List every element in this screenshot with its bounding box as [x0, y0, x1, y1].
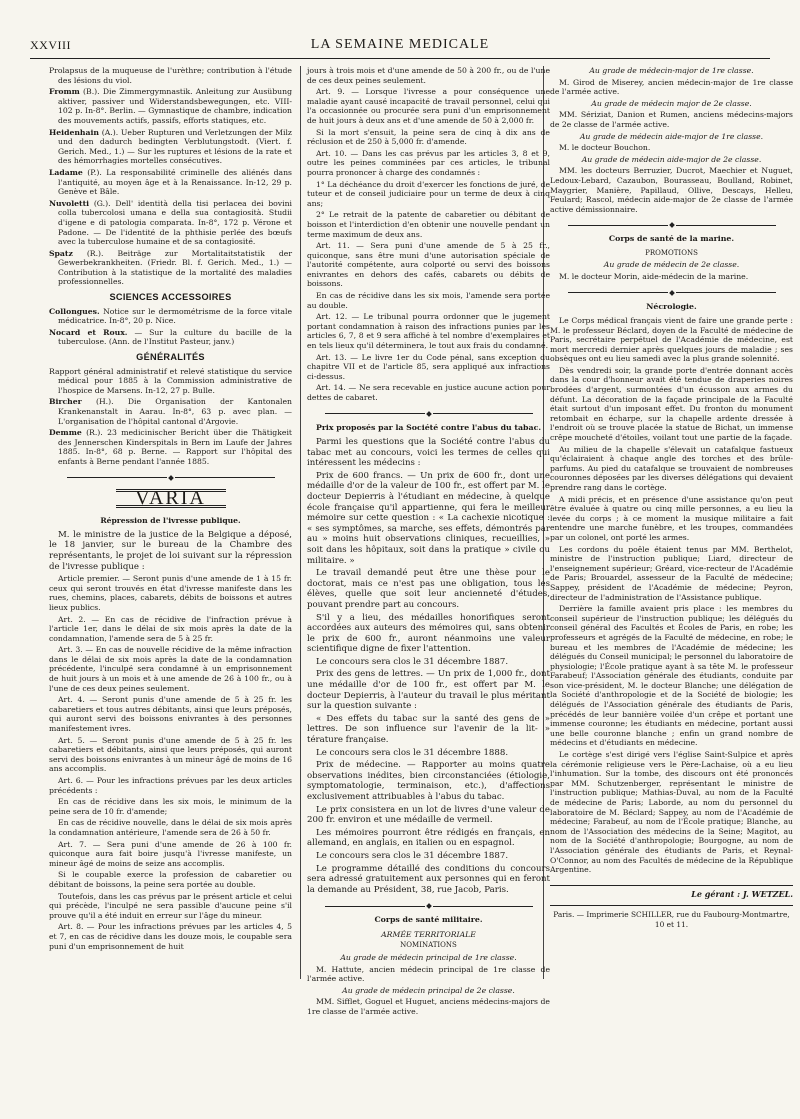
article-clause: Art. 9. — Lorsque l'ivresse a pour conséquence une maladie ayant causé incapacité de travail personnel, celui qui l'a occasionnée ou procurée sera puni d'un emprisonnement de huit jours à deux ans et d'une amende de 50 à 2,000 fr. — [307, 87, 550, 125]
page-number: XXVIII — [30, 38, 71, 52]
entry-text: — Sur la culture du bacille de la tuberculose. (Ann. de l'Institut Pasteur, janv.) — [58, 327, 292, 347]
article-clause: Si la mort s'ensuit, la peine sera de cinq à dix ans de réclusion et de 250 à 5,000 fr. d'amende. — [307, 127, 550, 147]
article-clause: En cas de récidive dans les six mois, le minimum de la peine sera de 10 fr. d'amende; — [49, 797, 292, 816]
paragraph: Dès vendredi soir, la grande porte d'entrée donnant accès dans la cour d'honneur avait été tendue de draperies noires brodées d'argent, surmontées d'un écusson aux armes du défunt. La décoration de la façade principale de la Faculté était surtout d'un imposant effet. Du fronton du monument retombait en écharpe, sur la chapelle ardente dressée à l'endroit où se trouve placée la statue de Bichat, un immense crêpe moucheté d'étoiles, voilant tout une partie de la façade. — [550, 365, 793, 443]
subheading: NOMINATIONS — [400, 941, 457, 950]
paragraph: Derrière la famille avaient pris place : les membres du conseil supérieur de l'instruction publique; les délégués du conseil général des Facultés et Écoles de Paris, en robe; les professeurs et agrégés de la Faculté de médecine, en robe; le bureau et les membres de l'Académie de médecine; les délégués du Conseil municipal; le personnel du laboratoire de physiologie; l'École pratique ayant à sa tête M. le professeur Farabeuf; l'Association générale des étudiants, conduite par son vice-président, M. le docteur Blanche; une délégation de la Société d'anthropologie et de la Société de biologie; les délégués de l'Association générale des étudiants de Paris, précédés de leur bannière voilée d'un crêpe et portant une immense couronne; les étudiants en médecine, portant aussi une belle couronne blanche ; enfin un grand nombre de médecins et d'étudiants en médecine. — [550, 604, 793, 748]
grade-heading: Au grade de médecin-major de 1re classe. — [589, 66, 754, 75]
article-clause: Art. 5. — Seront punis d'une amende de 5 à 25 fr. les cabaretiers et débitants, ainsi que leurs préposés, qui auront servi des boissons enivrantes à un mineur âgé de moins de 16 ans accomplis. — [49, 735, 292, 774]
author-name: Fromm — [49, 87, 80, 97]
grade-heading: Au grade de médecin principal de 1re classe. — [340, 952, 517, 962]
paragraph: Prix des gens de lettres. — Un prix de 1,000 fr., dont une médaille d'or de 100 fr., est offert par M. le docteur Depierris, à l'auteur du travail le plus méritant sur la question suivante : — [307, 669, 550, 712]
column-1 — [49, 66, 292, 953]
entry-text: (R.). 23 medicinischer Bericht über die Thätigkeit des Jennerschen Kinderspitals in Bern im Laufe der Jahres 1885. In-8°, 68 p. Berne. — Rapport sur l'hôpital des enfants à Berne pendant l'année 1885. — [58, 428, 292, 466]
article-title: Prix proposés par la Société contre l'abus du tabac. — [315, 422, 542, 432]
column-divider — [300, 66, 301, 979]
paragraph: MM. Sériziat, Danion et Rumen, anciens médecins-majors de 2e classe de l'armée active. — [550, 110, 793, 129]
section-heading: GÉNÉRALITÉS — [136, 352, 205, 363]
column-3 — [550, 66, 793, 930]
article-clause: 1° La déchéance du droit d'exercer les fonctions de juré, de tuteur et de conseil judiciaire pour un terme de deux à cinq ans; — [307, 179, 550, 208]
article-clause: Art. 12. — Le tribunal pourra ordonner que le jugement portant condamnation à raison des infractions punies par les articles 6, 7, 8 et 9 sera affiché à tel nombre d'exemplaires et en tels lieux qu'il déterminera, le tout aux frais du condamné. — [307, 312, 550, 351]
author-name: Bircher — [49, 397, 82, 407]
grade-heading: Au grade de médecin aide-major de 2e classe. — [581, 154, 762, 164]
article-clause: Toutefois, dans les cas prévus par le présent article et celui qui précède, l'inculpé ne sera passible d'aucune peine s'il prouve qu'il a été induit en erreur sur l'âge du mineur. — [49, 891, 292, 920]
article-title: Corps de santé militaire. — [374, 915, 483, 925]
article-clause: Art. 4. — Seront punis d'une amende de 5 à 25 fr. les cabaretiers et tous autres débitants, ainsi que leurs préposés, qui auront servi des boissons enivrantes à des personnes manifestement ivres. — [49, 695, 292, 734]
article-title: Nécrologie. — [646, 301, 697, 311]
paragraph: Le concours sera clos le 31 décembre 1888. — [316, 747, 509, 758]
paragraph: M. le docteur Morin, aide-médecin de la marine. — [559, 271, 749, 281]
paragraph: Le prix consistera en un lot de livres d'une valeur de 200 fr. environ et une médaille de vermeil. — [307, 804, 550, 826]
bibliography-entry — [49, 168, 292, 197]
paragraph: Le concours sera clos le 31 décembre 1887. — [316, 656, 509, 667]
article-clause: Art. 13. — Le livre 1er du Code pénal, sans exception du chapitre VII et de l'article 85, sera appliqué aux infractions ci-dessus. — [307, 352, 550, 381]
ornament-divider — [307, 409, 550, 415]
paragraph: M. Girod de Miserey, ancien médecin-major de 1re classe de l'armée active. — [550, 77, 793, 97]
ornament-divider — [550, 288, 793, 294]
entry-text: (A.). Ueber Rupturen und Verletzungen der Milz und den dadurch bedingten Verblutungstodt. (Viert. f. Gerich. Med., 1.) — Sur les ruptures et lésions de la rate et des hémorrhagies mortelles consécutives. — [58, 127, 292, 166]
paragraph: Les mémoires pourront être rédigés en français, en allemand, en anglais, en italien ou en espagnol. — [307, 827, 550, 849]
bibliography-entry — [49, 428, 292, 466]
column-2 — [307, 66, 550, 1019]
paragraph: Le cortège s'est dirigé vers l'église Saint-Sulpice et après la cérémonie religieuse vers le Père-Lachaise, où a eu lieu l'inhumation. Sur la tombe, des discours ont été prononcés par MM. Schutzenberger, représentant le ministre de l'instruction publique; Mathias-Duval, au nom de la Faculté de médecine de Paris; Laborde, au nom du personnel du laboratoire de M. Béclard; Sappey, au nom de l'Académie de médecine; Farabeuf, au nom de l'École pratique; Blanche, au nom de l'Association des médecins de la Seine; Magitot, au nom de la Société d'anthropologie; Bourgogne, au nom de l'Association générale des étudiants de Paris, et Reynal-O'Connor, au nom des Facultés de médecine de la République Argentine. — [550, 750, 793, 875]
paragraph: Prix de 600 francs. — Un prix de 600 fr., dont une médaille d'or de la valeur de 100 fr., est offert par M. le docteur Depierris à l'étudiant en médecine, à quelque école française qu'il appartienne, qui fera le meilleur mémoire sur cette question : « La cachexie nicotique : « ses symptômes, sa marche, ses effets, démontrés par au » moins huit observations cliniques, recueillies, » soit dans les hôpitaux, soit dans la pratique » civile ou militaire. » — [307, 470, 550, 566]
bibliography-entry — [49, 397, 292, 426]
varia-heading: VARIA — [116, 489, 226, 509]
author-name: Demme — [49, 428, 82, 438]
paragraph: Le programme détaillé des conditions du concours sera adressé gratuitement aux personnes qui en feront la demande au Président, 38, rue Jacob, Paris. — [307, 863, 550, 895]
entry-text: (R.). Beiträge zur Mortalitaitstatistik der Gewerbekrankheiten. (Friedr. Bl. f. Gerich. Med., 1.) — Contribution à la statistique de la mortalité des maladies professionnelles. — [58, 248, 292, 287]
entry-text: (H.). Die Organisation der Kantonalen Krankenanstalt in Aarau. In-8°, 63 p. avec plan. — L'organisation de l'hôpital cantonal d'Argovie. — [58, 397, 292, 426]
paragraph: Le Corps médical français vient de faire une grande perte : M. le professeur Béclard, doyen de la Faculté de médecine de Paris, secrétaire perpétuel de l'Académie de médecine, est mort mercredi dernier après quelques jours de maladie ; ses obsèques ont eu lieu samedi avec la plus grande solennité. — [550, 315, 793, 364]
entry-text: (P.). La responsabilité criminelle des aliénés dans l'antiquité, au moyen âge et à la Renaissance. In-12, 29 p. Genève et Bâle. — [58, 167, 292, 197]
paragraph: Parmi les questions que la Société contre l'abus du tabac met au concours, voici les termes de celles qui intéressent les médecins : — [307, 437, 550, 469]
paragraph: Les cordons du poêle étaient tenus par MM. Berthelot, ministre de l'instruction publique; Liard, directeur de l'enseignement supérieur; Gréard, vice-recteur de l'Académie de Paris; Brouardel, assesseur de la Faculté de médecine; Sappey, président de l'Académie de médecine; Peyron, directeur de l'administration de l'Assistance publique. — [550, 544, 793, 602]
bibliography-entry: Rapport général administratif et relevé statistique du service médical pour 1885 à la Commission administrative de l'hospice de Marsens. In-12, 27 p. Bulle. — [49, 366, 292, 395]
article-clause: Si le coupable exerce la profession de cabaretier ou débitant de boissons, la peine sera portée au double. — [49, 870, 292, 889]
grade-heading: Au grade de médecin principal de 2e classe. — [342, 985, 515, 995]
article-clause: 2° Le retrait de la patente de cabaretier ou débitant de boisson et l'interdiction d'en obtenir une nouvelle pendant un terme maximum de deux ans. — [307, 210, 550, 239]
bibliography-entry — [49, 249, 292, 287]
ornament-divider — [307, 901, 550, 907]
printer-imprint: Paris. — Imprimerie SCHILLER, rue du Faubourg-Montmartre, 10 et 11. — [550, 905, 793, 929]
journal-title: LA SEMAINE MEDICALE — [310, 37, 490, 52]
paragraph: M. Hattute, ancien médecin principal de 1re classe de l'armée active. — [307, 964, 550, 984]
ornament-divider — [49, 473, 292, 479]
grade-heading: Au grade de médecin major de 2e classe. — [591, 98, 752, 108]
subheading: PROMOTIONS — [645, 248, 698, 257]
ornament-divider — [550, 220, 793, 226]
article-clause: Art. 2. — En cas de récidive de l'infraction prévue à l'article 1er, dans le délai de six mois après la date de la condamnation, l'amende sera de 5 à 25 fr. — [49, 614, 292, 643]
article-clause: En cas de récidive dans les six mois, l'amende sera portée au double. — [307, 291, 550, 310]
author-name: Heidenhain — [49, 127, 100, 137]
entry-text: (B.). Die Zimmergymnastik. Anleitung zur Ausübung aktiver, passiver und Widerstandsbewegungen, etc. VIII-102 p. In-8°. Berlin. — Gymnastique de chambre, indication des mouvements actifs, passifs, efforts statiques, etc. — [58, 87, 292, 125]
entry-text: Notice sur le dermométrisme de la force vitale médicatrice. In-8°, 20 p. Nice. — [58, 306, 292, 326]
section-heading: SCIENCES ACCESSOIRES — [109, 292, 232, 303]
article-clause: Art. 11. — Sera puni d'une amende de 5 à 25 fr., quiconque, sans être muni d'une autorisation spéciale de l'autorité compétente, aura colporté ou servi des boissons enivrantes en dehors des cafés, cabarets ou débits de boissons. — [307, 241, 550, 289]
bibliography-entry — [49, 307, 292, 326]
paragraph: M. le docteur Bouchon. — [559, 143, 651, 153]
author-name: Nuvoletti — [49, 198, 90, 208]
bibliography-entry — [49, 328, 292, 347]
article-clause: Art. 6. — Pour les infractions prévues par les deux articles précédents : — [49, 776, 292, 795]
author-name: Nocard et Roux. — [49, 327, 128, 337]
paragraph: Au milieu de la chapelle s'élevait un catafalque fastueux qu'éclairaient à chaque angle des torches et des brûle-parfums. Au pied du catafalque se trouvaient de nombreuses couronnes déposées par les diverses délégations qui devaient prendre rang dans le cortège. — [550, 444, 793, 492]
paragraph: MM. les docteurs Berruzier, Ducrot, Maechier et Nuguet, Ledoux-Lebard, Cazaubon, Bourasseau, Boulland, Robinet, Maygrier, Manière, Papillaud, Ollive, Descays, Helleu, Feulard; Rascol, médecin aide-major de 2e classe de l'armée active démissionnaire. — [550, 166, 793, 214]
article-clause: En cas de récidive nouvelle, dans le délai de six mois après la condamnation antérieure, l'amende sera de 26 à 50 fr. — [49, 818, 292, 837]
author-name: Ladame — [49, 167, 83, 177]
paragraph: Le travail demandé peut être une thèse pour le doctorat, mais ce n'est pas une obligation, tous les élèves, quelle que soit leur ancienneté d'études, pouvant prendre part au concours. — [307, 568, 550, 610]
paragraph: MM. Sifflet, Goguel et Huguet, anciens médecins-majors de 1re classe de l'armée active. — [307, 997, 550, 1016]
article-clause: Art. 14. — Ne sera recevable en justice aucune action pour dettes de cabaret. — [307, 383, 550, 402]
author-name: Spatz — [49, 248, 73, 258]
entry-text: (G.). Dell' identità della tisi perlacea dei bovini colla tubercolosi umana e della sua contagiosità. Studii d'igene e di patologia comparata. In-8°, 172 p. Vérone et Padone. — De l'identité de la phthisie perlée des bœufs avec la tuberculose humaine et de sa contagiosité. — [58, 198, 292, 247]
paragraph: « Des effets du tabac sur la santé des gens de » lettres. De son influence sur l'avenir de la lit- » térature française. — [307, 713, 550, 746]
paragraph: Prix de médecine. — Rapporter au moins quatre observations inédites, bien circonstanciées (étiologie, symptomatologie, terminaison, etc.), d'affections exclusivement attribuables à l'abus du tabac. — [307, 760, 550, 802]
article-clause: Art. 3. — En cas de nouvelle récidive de la même infraction dans le délai de six mois après la date de la condamnation précédente, l'inculpé sera condamné à un emprisonnement de huit jours à un mois et à une amende de 26 à 100 fr., ou à l'une de ces deux peines seulement. — [49, 645, 292, 693]
grade-heading: Au grade de médecin aide-major de 1re classe. — [579, 131, 764, 141]
article-clause: Art. 7. — Sera puni d'une amende de 26 à 100 fr. quiconque aura fait boire jusqu'à l'ivresse manifeste, un mineur âgé de moins de seize ans accomplis. — [49, 839, 292, 868]
paragraph: Prolapsus de la muqueuse de l'urèthre; contribution à l'étude des lésions du viol. — [49, 66, 292, 85]
subheading: ARMÉE TERRITORIALE — [381, 929, 476, 939]
paragraph: jours à trois mois et d'une amende de 50 à 200 fr., ou de l'une de ces deux peines seulement. — [307, 66, 550, 85]
article-subtitle: Répression de l'ivresse publique. — [100, 516, 241, 526]
author-name: Collongues. — [49, 306, 100, 316]
paragraph: A midi précis, et en présence d'une assistance qu'on peut être évaluée à quatre ou cinq mille personnes, a eu lieu la levée du corps ; à ce moment la musique militaire a fait entendre une marche funèbre, et les troupes, commandées par un colonel, ont porté les armes. — [550, 494, 793, 542]
paragraph: M. le ministre de la justice de la Belgique a déposé, le 18 janvier, sur le bureau de la Chambre des représentants, le projet de loi suivant sur la répression de l'ivresse publique : — [49, 529, 292, 572]
article-clause: Art. 8. — Pour les infractions prévues par les articles 4, 5 et 7, en cas de récidive dans les douze mois, le coupable sera puni d'un emprisonnement de huit — [49, 922, 292, 951]
article-clause: Article premier. — Seront punis d'une amende de 1 à 15 fr. ceux qui seront trouvés en état d'ivresse manifeste dans les rues, chemins, places, cabarets, débits de boissons et autres lieux publics. — [49, 574, 292, 612]
bibliography-entry — [49, 199, 292, 247]
bibliography-entry — [49, 87, 292, 125]
paragraph: Le concours sera clos le 31 décembre 1887. — [316, 850, 509, 861]
paragraph: S'il y a lieu, des médailles honorifiques seront accordées aux auteurs des mémoires qui, sans obtenir le prix de 600 fr., auront néanmoins une valeur scientifique digne de fixer l'attention. — [307, 612, 550, 655]
gerant-signature: Le gérant : J. WETZEL. — [550, 885, 793, 900]
bibliography-entry — [49, 128, 292, 166]
page-header — [30, 38, 770, 59]
article-clause: Art. 10. — Dans les cas prévus par les articles 3, 8 et 9, outre les peines comminées par ces articles, le tribunal pourra prononcer à charge des condamnés : — [307, 148, 550, 177]
grade-heading: Au grade de médecin de 2e classe. — [603, 260, 740, 270]
article-title: Corps de santé de la marine. — [608, 234, 735, 244]
